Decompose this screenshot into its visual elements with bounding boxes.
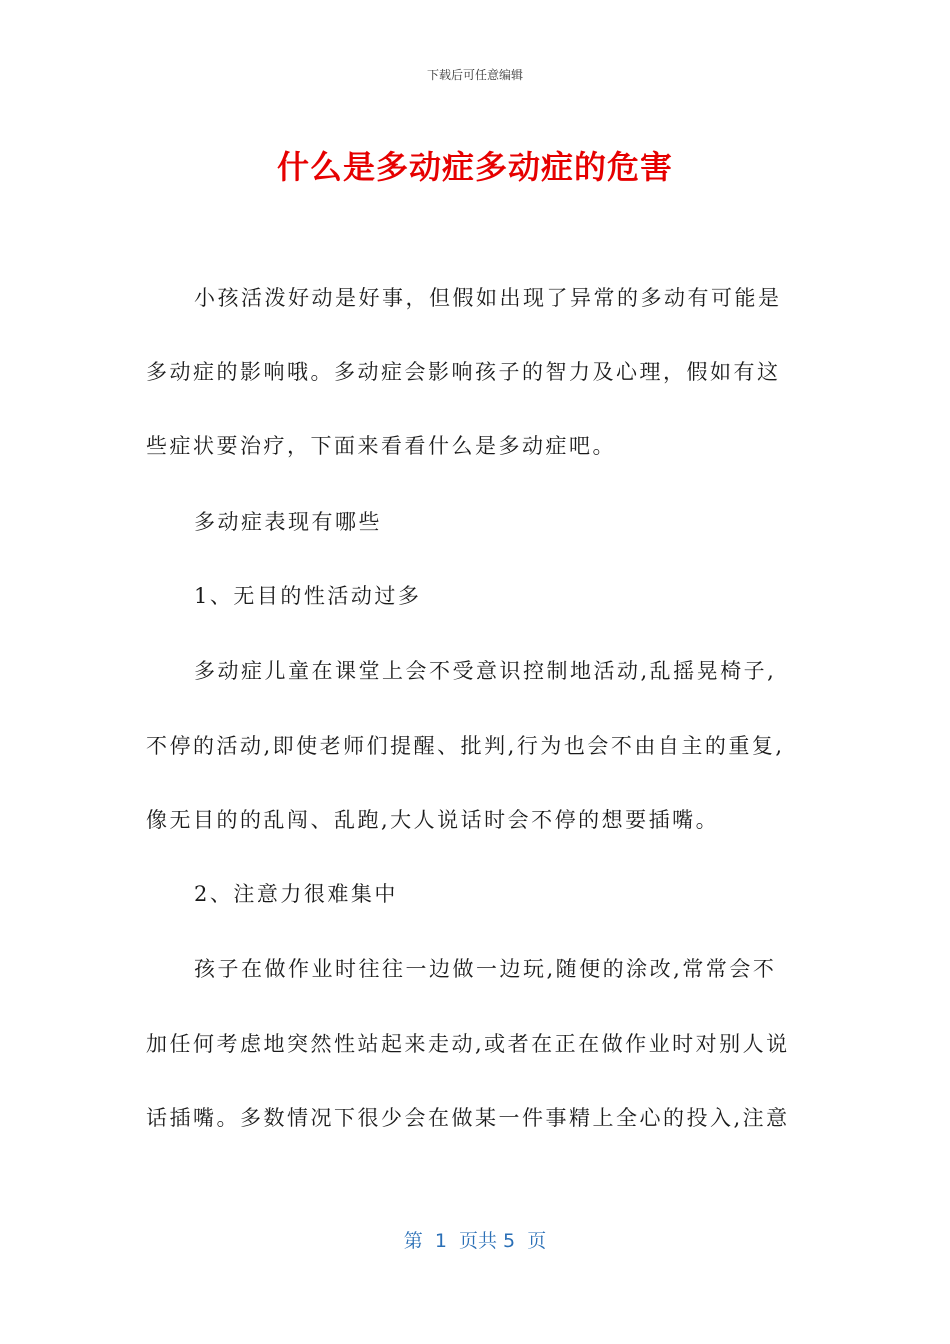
- paragraph-line: 小孩活泼好动是好事，但假如出现了异常的多动有可能是: [194, 286, 782, 310]
- paragraph-line: 不停的活动,即使老师们提醒、批判,行为也会不由自主的重复,: [146, 734, 785, 758]
- subheading: 1、无目的性活动过多: [194, 584, 422, 608]
- paragraph-line: 像无目的的乱闯、乱跑,大人说话时会不停的想要插嘴。: [146, 808, 720, 832]
- paragraph-line: 话插嘴。多数情况下很少会在做某一件事精上全心的投入,注意: [146, 1106, 790, 1130]
- paragraph-line: 孩子在做作业时往往一边做一边玩,随便的涂改,常常会不: [194, 957, 777, 981]
- document-title: 什么是多动症多动症的危害: [276, 148, 673, 186]
- paragraph-line: 多动症的影响哦。多动症会影响孩子的智力及心理，假如有这: [146, 360, 781, 384]
- paragraph-line: 些症状要治疗，下面来看看什么是多动症吧。: [146, 434, 616, 458]
- subheading: 2、注意力很难集中: [194, 882, 398, 906]
- header-note: 下载后可任意编辑: [426, 68, 523, 82]
- section-heading: 多动症表现有哪些: [194, 510, 382, 534]
- paragraph-line: 多动症儿童在课堂上会不受意识控制地活动,乱摇晃椅子,: [194, 659, 777, 683]
- paragraph-line: 加任何考虑地突然性站起来走动,或者在正在做作业时对别人说: [146, 1032, 790, 1056]
- page-number: 第 1 页共 5 页: [403, 1230, 547, 1252]
